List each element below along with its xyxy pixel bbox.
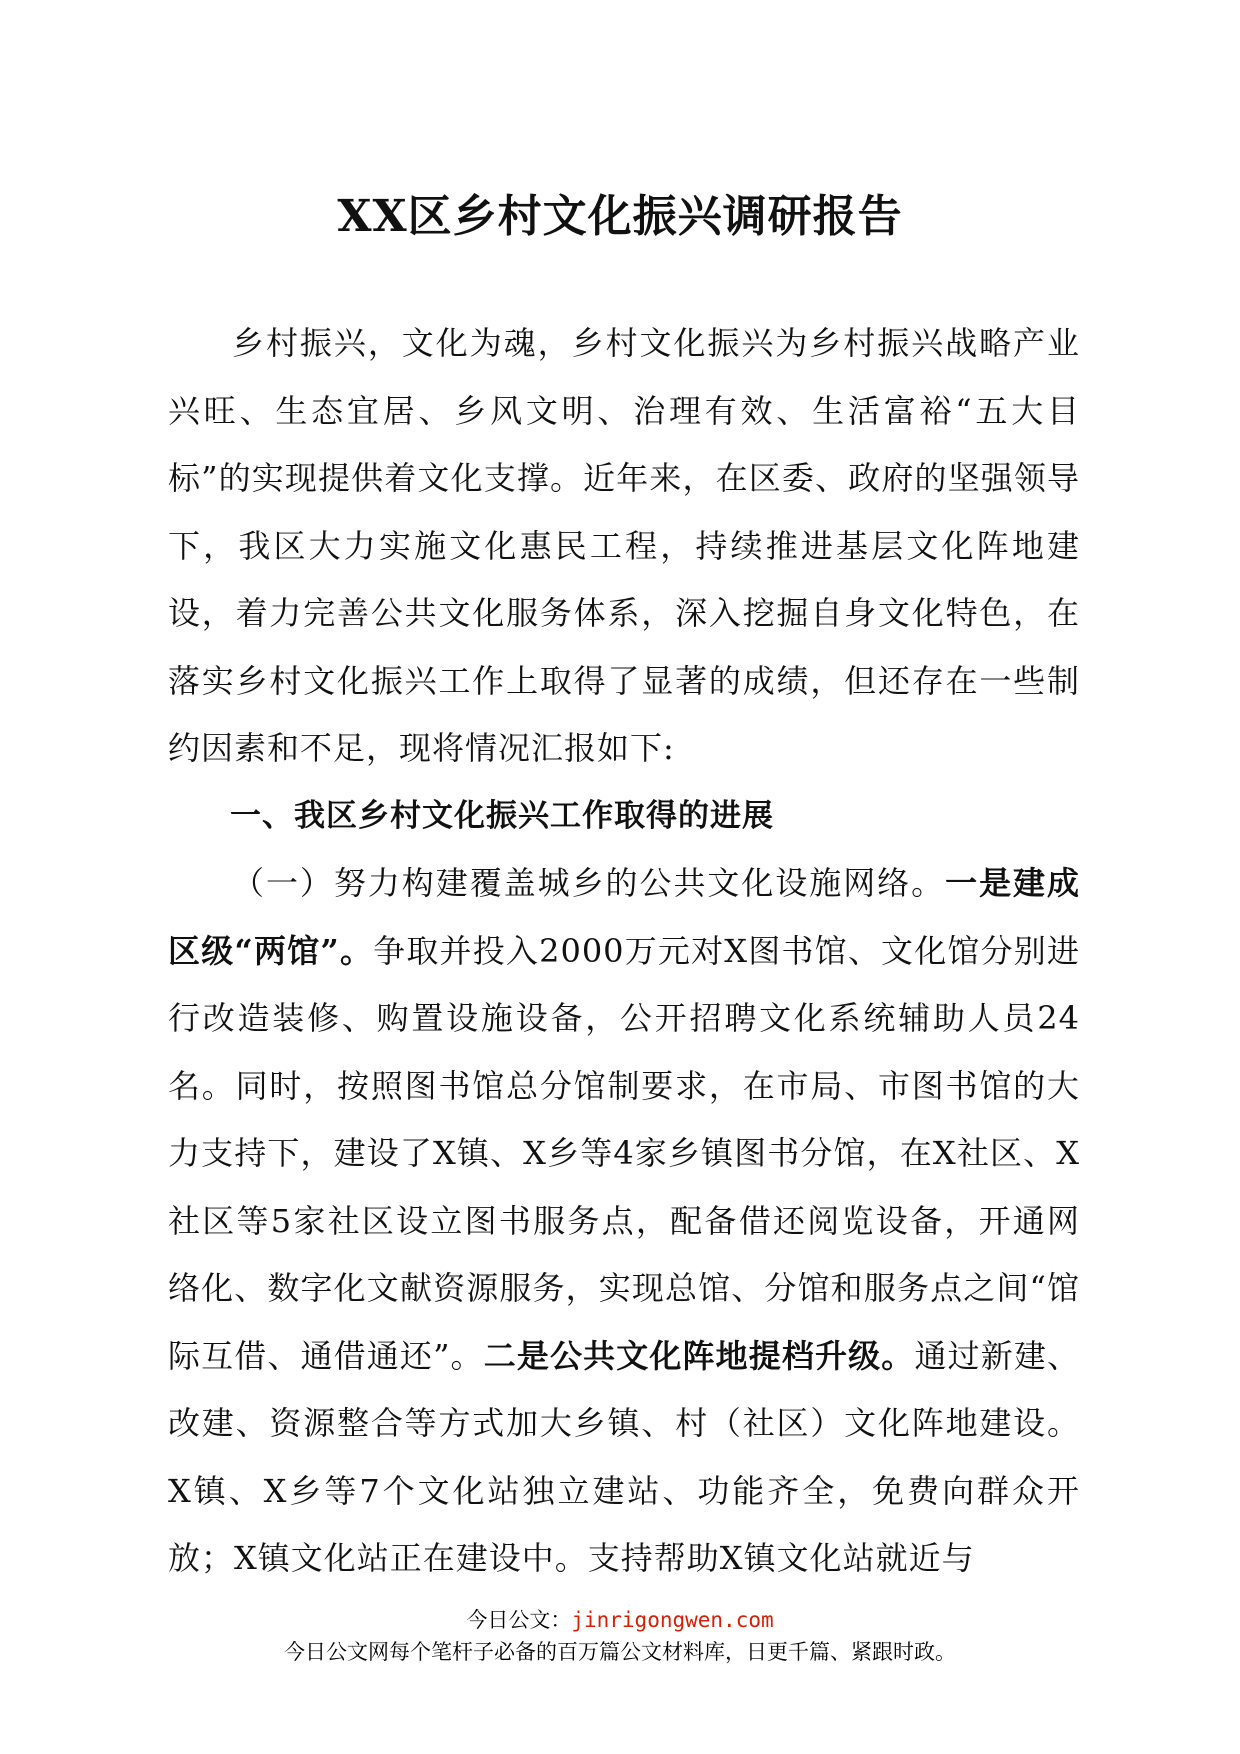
point-two-heading: 二是公共文化阵地提档升级。 xyxy=(483,1336,915,1375)
point-one-heading: 一是建成区级“两馆”。 xyxy=(168,864,1080,970)
point-one-text: 争取并投入2000万元对X图书馆、文化馆分别进行改造装修、购置设施设备，公开招聘文化系统辅助人员24名。同时，按照图书馆总分馆制要求，在市局、市图书馆的大力支持下，建设了X镇、X乡等4家乡镇图书分馆，在X社区、X社区等5家社区设立图书服务点，配备借还阅览设备，开通网络化、数字化文献资源服务，实现总馆、分馆和服务点之间“馆际互借、通借通还”。 xyxy=(168,931,1080,1375)
document-body xyxy=(168,310,1080,1593)
footer-site-line xyxy=(0,1604,1240,1634)
intro-paragraph: 乡村振兴，文化为魂，乡村文化振兴为乡村振兴战略产业兴旺、生态宜居、乡风文明、治理有效、生活富裕“五大目标”的实现提供着文化支撑。近年来，在区委、政府的坚强领导下，我区大力实施文化惠民工程，持续推进基层文化阵地建设，着力完善公共文化服务体系，深入挖掘自身文化特色，在落实乡村文化振兴工作上取得了显著的成绩，但还存在一些制约因素和不足，现将情况汇报如下: xyxy=(168,324,1080,767)
section-heading: 一、我区乡村文化振兴工作取得的进展 xyxy=(230,797,774,834)
subsection-lead: （一）努力构建覆盖城乡的公共文化设施网络。 xyxy=(232,864,946,902)
point-two-text: 通过新建、改建、资源整合等方式加大乡镇、村（社区）文化阵地建设。X镇、X乡等7个文化站独立建站、功能齐全，免费向群众开放；X镇文化站正在建设中。支持帮助X镇文化站就近与 xyxy=(168,1336,1080,1577)
document-title: XX区乡村文化振兴调研报告 xyxy=(337,191,903,242)
footer-site-label: 今日公文： xyxy=(466,1608,572,1632)
footer-site-link[interactable]: jinrigongwen.com xyxy=(571,1608,774,1632)
footer-slogan: 今日公文网每个笔杆子必备的百万篇公文材料库，日更千篇、紧跟时政。 xyxy=(284,1640,956,1664)
section-1-paragraph xyxy=(168,850,1080,1593)
